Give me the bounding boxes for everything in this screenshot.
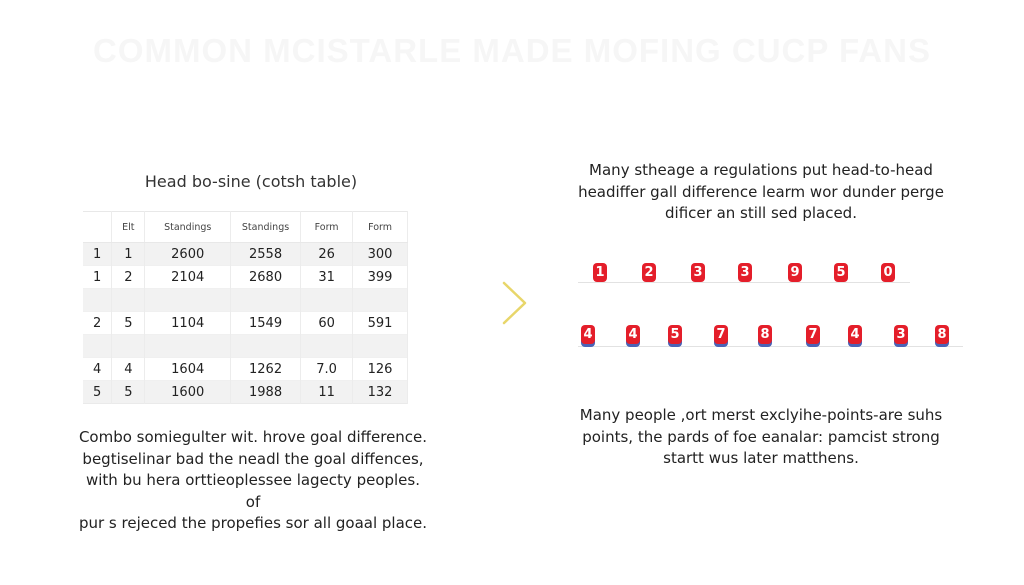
table-cell: 2104 <box>145 266 231 289</box>
paragraph-line: Combo somiegulter wit. hrove goal difference. <box>78 428 428 446</box>
rank-row2-token: 8 <box>758 325 772 344</box>
table-row <box>83 381 408 404</box>
standings-table <box>83 211 408 404</box>
table-cell <box>353 335 408 358</box>
table-cell: 300 <box>353 243 408 266</box>
table-row <box>83 312 408 335</box>
table-cell <box>353 289 408 312</box>
rank-row2-token: 4 <box>848 325 862 344</box>
table-header-row <box>83 212 408 243</box>
rank-row1-token: 9 <box>788 263 802 282</box>
table-cell <box>230 289 300 312</box>
paragraph-line: dificer an still sed placed. <box>665 204 857 222</box>
rank-row1-token: 5 <box>834 263 848 282</box>
table-cell: 2600 <box>145 243 231 266</box>
table-cell: 1 <box>83 266 112 289</box>
table-cell <box>112 335 145 358</box>
table-cell: 2558 <box>230 243 300 266</box>
table-row <box>83 266 408 289</box>
table-cell: 5 <box>112 312 145 335</box>
table-heading: Head bo-sine (cotsh table) <box>144 172 358 191</box>
paragraph-line: headiffer gall difference learm wor dunder perge <box>578 182 944 201</box>
rank-row2-token: 4 <box>626 325 640 344</box>
table-cell: 11 <box>301 381 353 404</box>
table-header-cell: Form <box>353 212 408 243</box>
paragraph-line: begtiselinar bad the neadl the goal diffences, <box>82 449 424 468</box>
table-cell: 2 <box>112 266 145 289</box>
rank-row2-token: 8 <box>935 325 949 344</box>
table-cell: 4 <box>112 358 145 381</box>
table-row <box>83 289 408 312</box>
rank-row2-token: 7 <box>714 325 728 344</box>
table-cell: 26 <box>301 243 353 266</box>
table-cell <box>83 335 112 358</box>
table-cell: 1988 <box>230 381 300 404</box>
table-cell <box>301 289 353 312</box>
table-cell: 1 <box>112 243 145 266</box>
table-row <box>83 358 408 381</box>
left-paragraph <box>78 427 428 535</box>
table-cell: 60 <box>301 312 353 335</box>
rank-row2-token: 4 <box>581 325 595 344</box>
rank-row2-token: 5 <box>668 325 682 344</box>
table-cell: 2 <box>83 312 112 335</box>
table-header-cell <box>83 212 112 243</box>
table-header-cell: Form <box>301 212 353 243</box>
table-header-cell: Standings <box>145 212 231 243</box>
table-cell <box>145 335 231 358</box>
rank-row1-token: 1 <box>593 263 607 282</box>
row-divider <box>578 346 963 347</box>
rank-row1-token: 0 <box>881 263 895 282</box>
table-header-cell: Standings <box>230 212 300 243</box>
table-cell <box>83 289 112 312</box>
table-cell: 1104 <box>145 312 231 335</box>
table-cell: 4 <box>83 358 112 381</box>
table-cell: 1549 <box>230 312 300 335</box>
table-cell: 132 <box>353 381 408 404</box>
paragraph-line: Many stheage a regulations put head-to-head <box>589 161 933 179</box>
table-cell <box>112 289 145 312</box>
table-cell: 5 <box>112 381 145 404</box>
table-cell <box>145 289 231 312</box>
rank-row2-token: 7 <box>806 325 820 344</box>
table-cell <box>301 335 353 358</box>
rank-row1-token: 3 <box>691 263 705 282</box>
paragraph-line: pur s rejeced the propefies sor all goaal place. <box>78 514 428 532</box>
chevron-right-icon <box>500 280 530 330</box>
paragraph-line: points, the pards of foe eanalar: pamcist strong <box>582 427 940 446</box>
table-cell: 1604 <box>145 358 231 381</box>
table-cell: 2680 <box>230 266 300 289</box>
rank-row1-token: 2 <box>642 263 656 282</box>
table-cell: 591 <box>353 312 408 335</box>
table-cell: 126 <box>353 358 408 381</box>
table-cell: 399 <box>353 266 408 289</box>
rank-row2-token: 3 <box>894 325 908 344</box>
row-divider <box>578 282 910 283</box>
right-bottom-paragraph <box>566 405 956 470</box>
table-cell: 1262 <box>230 358 300 381</box>
table-header-cell: Elt <box>112 212 145 243</box>
table-cell: 31 <box>301 266 353 289</box>
table-cell: 5 <box>83 381 112 404</box>
table-cell: 7.0 <box>301 358 353 381</box>
paragraph-line: with bu hera orttieoplessee lagecty peoples. of <box>85 471 420 511</box>
table-row <box>83 335 408 358</box>
table-row <box>83 243 408 266</box>
right-top-paragraph <box>566 160 956 225</box>
page-title: COMMON MCISTARLE MADE MOFING CUCP FANS <box>93 32 931 69</box>
rank-row1-token: 3 <box>738 263 752 282</box>
paragraph-line: Many people ,ort merst exclyihe-points-are suhs <box>579 406 943 424</box>
table-cell <box>230 335 300 358</box>
table-cell: 1 <box>83 243 112 266</box>
paragraph-line: startt wus later matthens. <box>663 449 859 467</box>
table-cell: 1600 <box>145 381 231 404</box>
